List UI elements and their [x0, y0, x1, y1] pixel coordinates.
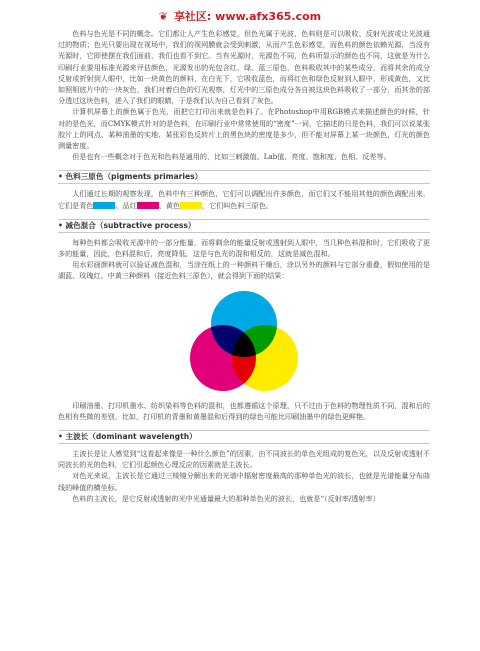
section-paragraph: 对色光来说，主波长是它通过三棱镜分解出来的光谱中辐射密度最高的那种单色光的波长，也就是光谱能量分布曲线的峰值的横坐标。 [58, 471, 430, 492]
site-name: 享社区: www.afx365.com [173, 10, 322, 23]
page-header [0, 8, 480, 24]
section-paragraph: 印刷油墨、打印机墨水、纺织染料等色料的混和，也都遵循这个原理，只不过由于色料的物理性质不同，混和后的色相有些微的差别，比如，打印机的青墨和黄墨混和后得到的绿色可能比印刷油墨中的绿色更鲜艳。 [58, 400, 430, 421]
article-body [58, 28, 430, 504]
section-title: • 色料三原色（pigments primaries） [58, 172, 203, 182]
section-paragraph: 色料的主波长，是它反射或透射的光中光通量最大的那种单色光的波长，也就是“（反射率/透射率） [72, 493, 380, 503]
site-logo-icon: ❦ [158, 10, 169, 23]
yellow-circle [232, 325, 298, 391]
section-paragraph: 人们通过长期的观察发现，色料中有三种颜色，它们可以调配出许多颜色，而它们又不能用其他的颜色调配出来，它们是青色 、品红 、黄色 ，它们叫色料三原色。 [58, 189, 430, 210]
cyan-swatch [93, 202, 115, 209]
section-paragraph: 每种色料都会吸收光源中的一部分能量，而将剩余的能量反射或透射到人眼中，当几种色料混和时，它们吸收了更多的能量，因此，色料混和后，亮度降低，这是与色光的混和相反的，这就是减色混和。 [58, 237, 430, 259]
section-title: • 减色混合（subtractive process） [58, 220, 196, 230]
section-title: • 主波长（dominant wavelength） [58, 432, 197, 442]
yellow-swatch [180, 202, 202, 209]
intro-paragraph: 计算机屏幕上的颜色属于色光，而把它打印出来就是色料了。在Photoshop中用RGB模式来描述颜色的时候，针对的是色光，而CMYK模式针对的是色料，在印刷行业中常常使用的“密度”一词，它描述的只是色料，我们可以说某张胶片上的网点、某种油墨的实地、某张彩色反转片上的黑色块的密度是多少，但不能对屏幕上某一块颜色，灯光的颜色测量密度。 [58, 107, 430, 151]
intro-paragraph: 但是也有一些概念对于色光和色料是通用的，比如三刺激值、Lab值、亮度、饱和度、色相、反差等。 [72, 152, 391, 162]
magenta-swatch [137, 202, 159, 209]
intro-paragraph: 色料与色光是不同的概念。它们都让人产生色彩感觉，但色光属于光波，色料则是可以吸收、反射光波或让光波通过的物质；色光只要出现在视场中，我们的视网膜就会受到刺激，从而产生色彩感觉，而色料的颜色依赖光源，当没有光源时，它即使摆在我们面前，我们也看不到它。当有光源时，光源色不同，色料所显示的颜色也不同，这就是为什么印刷行业要用标准光源来评估颜色，光源发出的光包含红、绿、蓝三原色，色料吸收其中的某些成分，而将其余的成分反射或折射到人眼中，比如一块黄色的颜料，在白光下，它吸收蓝色，而将红色和绿色反射到人眼中，形成黄色，又比如照相底片中的一块灰色，我们对着白色的灯光观察，灯光中的三原色成分各自被这块色料吸收了一部分，而其余的部分透过这块色料，进入了我们的眼睛，于是我们认为自己看到了灰色。 [58, 29, 430, 106]
subtractive-mix-figure [58, 288, 430, 396]
section-paragraph: 用水彩画颜料就可以验证减色混和，当涂在纸上的一种颜料干燥后，涂以另外的颜料与它部分重叠，假如使用的是湖蓝、玫瑰红、中黄三种颜料（接近色料三原色），就会得到下面的结果： [58, 260, 430, 281]
cmy-overlap-diagram [169, 288, 319, 396]
section-paragraph: 主波长是让人感觉到“这看起来像是一种什么颜色”的因素，由不同波长的单色光组成的复色光，以及反射或透射不同波长的光的色料，它们引起颜色心理反应的因素就是主波长。 [58, 449, 430, 470]
